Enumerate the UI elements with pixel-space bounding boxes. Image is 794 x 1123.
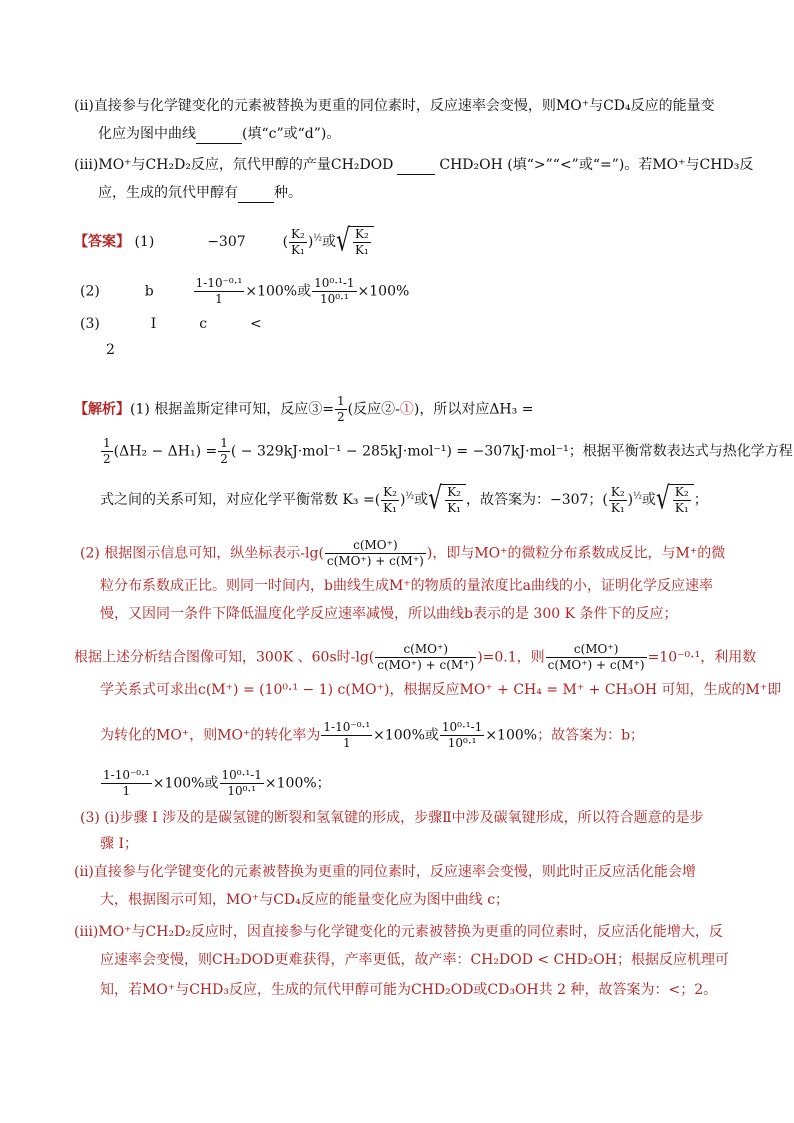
analysis-text: (3) (ⅰ)步骤 I 涉及的是碳氢键的断裂和氢氧键的形成，步骤Ⅱ中涉及碳氧键形成，所以符合题意的是步 [80,810,704,826]
semicolon: ； [693,492,708,508]
analysis-text: (ⅱ)直接参与化学键变化的元素被替换为更重的同位素时，反应速率会变慢，则此时正反应活化能会增 [74,864,696,880]
frac-den: 2 [103,452,111,466]
question-iii-text-b: CHD₂OH (填“>”“<”或“=”)。若MO⁺与CHD₃反 [439,157,754,173]
pct-text: ×100% [264,775,317,792]
analysis-1-line3 [100,481,708,517]
frac-num: K₂ [447,485,461,499]
paren: ) [627,492,634,508]
analysis-text: ；故答案为：b； [537,727,645,744]
pct-text: ×100% [357,283,410,300]
conversion-fraction-1 [101,768,152,799]
analysis-2-line7 [100,768,331,799]
frac-den: K₁ [447,501,461,515]
analysis-text: =10⁻⁰·¹，利用数 [647,649,757,666]
answer-blank [196,129,242,144]
frac-den: K₁ [610,500,625,515]
sqrt-expression: √ $\frac{\text{K₂}}{\text{K₁}}$ [656,484,694,516]
frac-den: 2 [337,410,345,424]
answer-row-3b [106,340,115,360]
question-ii-line2 [98,124,340,144]
frac-num: c(MO⁺) [546,642,647,658]
analysis-2-line6 [100,720,644,751]
analysis-text: )，即与MO⁺的微粒分布系数成反比，与M⁺的微 [426,545,726,562]
frac-den: 10⁰·¹ [319,292,349,306]
or-text: 或 [641,492,656,508]
conversion-fraction-2 [440,720,484,751]
analysis-1-line1 [74,394,533,425]
analysis-text: (ΔH₂ − ΔH₁) = [113,443,218,460]
conversion-fraction-2 [312,276,356,307]
analysis-text: (ⅲ)MO⁺与CH₂D₂反应时，因直接参与化学键变化的元素被替换为更重的同位素时，反应活化能增大，反 [74,924,723,940]
paren: ( [374,492,381,508]
analysis-text: ① [399,401,414,418]
answer-row-2 [80,276,409,307]
or-text: 或 [322,234,337,250]
frac-den: K₁ [291,242,305,257]
answer-value-1: −307 [207,234,246,250]
question-iii-line1 [74,155,753,175]
frac-num: 10⁰·¹-1 [441,720,483,734]
pct-text: ×100% [485,727,538,744]
analysis-3-line1 [80,808,704,828]
frac-den: 10⁰·¹ [227,784,257,798]
analysis-2-line3 [100,604,678,624]
half-fraction [335,394,347,425]
pct-or-text: ×100%或 [152,775,219,792]
answer-label: 【答案】 [74,234,130,250]
analysis-text: 式之间的关系可知，对应化学平衡常数 K₃ = [100,492,375,508]
answer-blank [238,188,274,203]
analysis-text: (2) 根据图示信息可知，纵坐标表示-lg( [80,545,324,562]
analysis-text: 骤 I； [100,836,138,852]
frac-num: 1 [220,436,228,450]
analysis-text: 慢，又因同一条件下降低温度化学反应速率减慢，所以曲线b表示的是 300 K 条件下的反应； [100,606,678,622]
frac-den: K₁ [383,500,397,515]
paren: ( [602,492,608,508]
question-ii-text: (ⅱ)直接参与化学键变化的元素被替换为更重的同位素时，反应速率会变慢，则MO⁺与CD₄反应的能量变 [74,98,715,114]
analysis-2-line2 [100,576,713,596]
frac-den: 1 [122,784,131,798]
half-fraction [218,436,230,467]
frac-num: K₂ [610,484,625,499]
frac-num: 10⁰·¹-1 [314,276,355,290]
analysis-text: )=0.1，则 [477,649,545,666]
frac-num: K₂ [674,485,689,499]
analysis-text: 应速率会变慢，则CH₂DOD更难获得，产率更低，故产率：CH₂DOD < CHD₂OH；根据反应机理可 [100,952,729,968]
analysis-text: 粒分布系数成正比。则同一时间内，b曲线生成M⁺的物质的量浓度比a曲线的小，证明化学反应速率 [100,578,714,594]
or-text: 或 [414,492,429,508]
question-ii-line1 [74,96,715,116]
analysis-3-line7 [100,980,717,1000]
analysis-3-line6 [100,950,729,970]
frac-den: 1 [342,736,351,750]
answer-row-3 [80,314,262,334]
k-ratio-fraction [381,485,399,516]
sqrt-expression: √ $\frac{\text{K₂}}{\text{K₁}}$ [428,484,466,516]
conversion-fraction-1 [194,276,245,307]
question-iii-line2 [98,183,302,203]
frac-num: 1 [103,436,111,450]
frac-den: K₁ [355,243,369,257]
frac-num: K₂ [383,484,397,499]
frac-num: K₂ [291,226,305,241]
analysis-1-line2 [100,436,793,467]
frac-num: c(MO⁺) [375,642,476,658]
frac-den: 1 [215,292,223,306]
question-iii-text-d: 种。 [274,185,302,201]
half-fraction [101,436,113,467]
sqrt-expression: √ $\frac{\text{K₂}}{\text{K₁}}$ [336,226,374,258]
exponent: ½ [313,233,323,244]
k-ratio-fraction [289,227,307,258]
analysis-text: 为转化的MO⁺，则MO⁺的转化率为 [100,727,321,744]
analysis-2-line1 [80,538,725,569]
analysis-text: ( − 329kJ·mol⁻¹ − 285kJ·mol⁻¹) = −307kJ·mol⁻¹；根据平衡常数表达式与热化学方程 [230,443,793,460]
answer-value-3d: 2 [106,342,115,358]
analysis-text: )，所以对应ΔH₃ = [413,401,534,418]
k-ratio-fraction [609,485,627,516]
pct-or-text: ×100%或 [245,283,312,300]
analysis-text: 学关系式可求出c(M⁺) = (10⁰·¹ − 1) c(MO⁺)，根据反应MO⁺ + CH₄ = M⁺ + CH₃OH 可知，生成的M⁺即 [100,682,782,698]
exponent: ½ [405,491,415,502]
answer-row-1 [74,223,374,259]
frac-den: 10⁰·¹ [447,736,477,750]
exponent: ½ [633,491,642,502]
frac-den: K₁ [674,501,689,515]
question-ii-text2: 化应为图中曲线 [98,126,196,142]
answer-value-2: b [144,283,154,300]
frac-num: K₂ [355,227,369,241]
analysis-text: 根据上述分析结合图像可知，300K 、60s时-lg( [74,649,375,666]
analysis-text: ，故答案为：−307； [465,492,603,508]
analysis-3-line3 [74,862,696,882]
analysis-text: (1) 根据盖斯定律可知，反应③= [130,401,335,418]
answer-value-3c: < [249,316,262,332]
answer-part-2: (2) [80,283,100,300]
frac-num: 1 [337,394,345,408]
distribution-fraction [546,642,647,673]
answer-blank [397,160,435,175]
paren: ( [282,234,289,250]
analysis-2-line4 [74,642,756,673]
analysis-text: ； [316,775,331,792]
frac-den: 2 [220,452,228,466]
question-ii-hint: (填“c”或“d”)。 [242,126,341,142]
analysis-3-line2 [100,834,138,854]
frac-num: 1-10⁻⁰·¹ [323,720,371,734]
distribution-fraction [325,538,426,569]
frac-den: c(MO⁺) + c(M⁺) [377,658,475,672]
answer-value-3a: I [150,316,157,332]
analysis-text: (反应②- [347,401,400,418]
conversion-fraction-2 [220,768,264,799]
answer-value-3b: c [199,316,208,332]
paren: ) [307,234,314,250]
answer-part-3: (3) [80,316,100,332]
paren: ) [399,492,406,508]
answer-part-1: (1) [134,234,155,250]
frac-num: 1-10⁻⁰·¹ [195,276,243,290]
pct-or-text: ×100%或 [373,727,439,744]
analysis-3-line4 [100,890,509,910]
frac-den: c(MO⁺) + c(M⁺) [326,554,424,568]
frac-num: c(MO⁺) [325,538,426,554]
analysis-2-line5 [100,680,781,700]
distribution-fraction [375,642,476,673]
analysis-3-line5 [74,922,723,942]
frac-num: 1-10⁻⁰·¹ [103,768,150,782]
analysis-label: 【解析】 [74,401,130,418]
question-iii-text: (ⅲ)MO⁺与CH₂D₂反应，氘代甲醇的产量CH₂DOD [74,157,394,173]
conversion-fraction-1 [321,720,372,751]
frac-num: 10⁰·¹-1 [221,768,262,782]
analysis-text: 知，若MO⁺与CHD₃反应，生成的氘代甲醇可能为CHD₂OD或CD₃OH共 2 种，故答案为：<；2。 [100,982,718,998]
frac-den: c(MO⁺) + c(M⁺) [547,658,645,672]
question-iii-text-c: 应，生成的氘代甲醇有 [98,185,238,201]
analysis-text: 大，根据图示可知，MO⁺与CD₄反应的能量变化应为图中曲线 c； [100,892,510,908]
